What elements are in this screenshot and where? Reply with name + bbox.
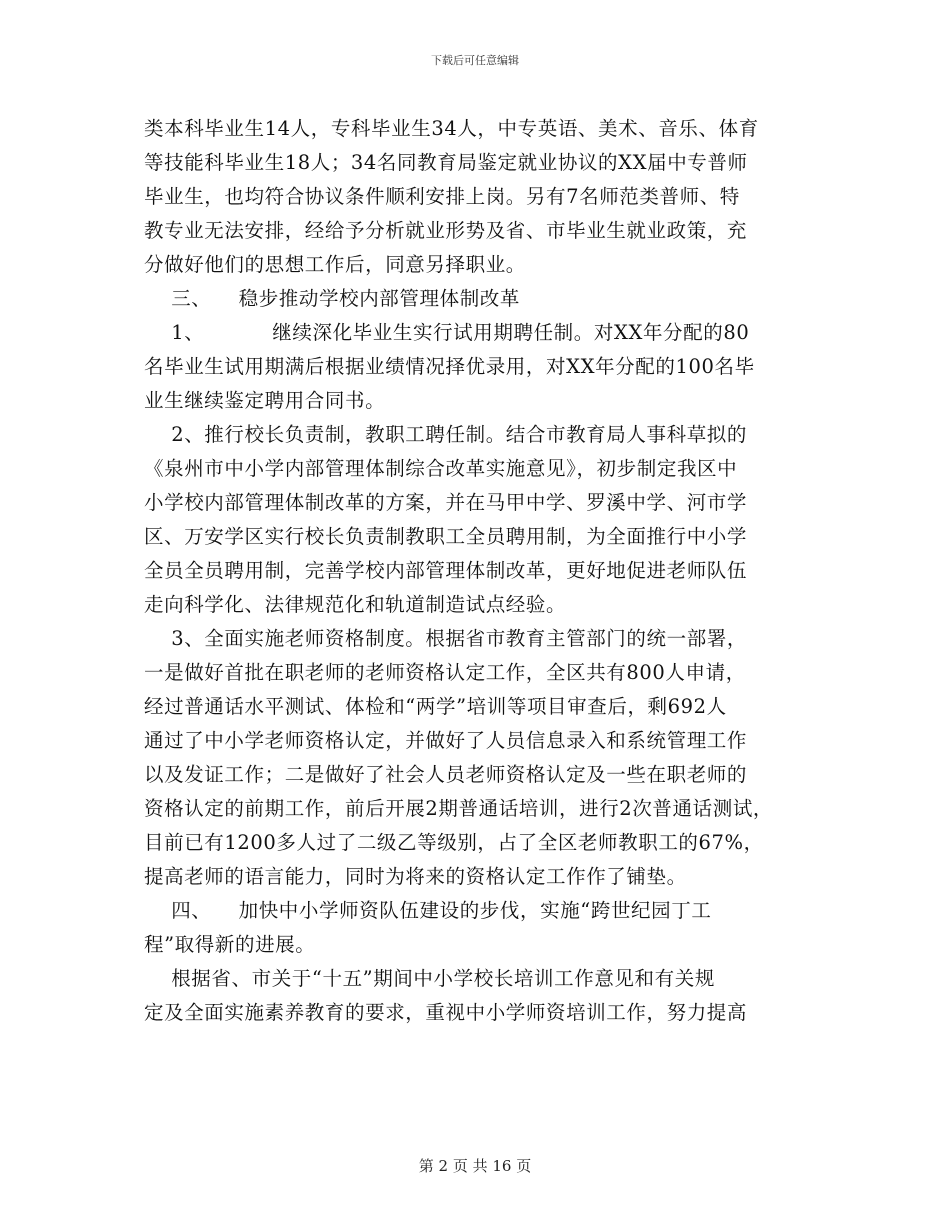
text-line: 经过普通话水平测试、体检和“两学”培训等项目审查后，剩692人 [144,695,727,718]
text-line: 根据省、市关于“十五”期间中小学校长培训工作意见和有关规 [144,967,715,990]
text-line: 1、 继续深化毕业生实行试用期聘任制。对XX年分配的80 [144,321,750,344]
section-heading: 程”取得新的进展。 [144,933,316,956]
text-line: 目前已有1200多人过了二级乙等级别，占了全区老师教职工的67%， [144,831,764,854]
text-line: 资格认定的前期工作，前后开展2期普通话培训，进行2次普通话测试， [144,797,774,820]
text-line: 小学校内部管理体制改革的方案，并在马甲中学、罗溪中学、河市学 [144,491,748,514]
text-line: 教专业无法安排，经给予分析就业形势及省、市毕业生就业政策，充 [144,219,748,242]
text-line: 等技能科毕业生18人；34名同教育局鉴定就业协议的XX届中专普师 [144,151,748,174]
text-line: 名毕业生试用期满后根据业绩情况择优录用，对XX年分配的100名毕 [144,355,755,378]
text-line: 通过了中小学老师资格认定，并做好了人员信息录入和系统管理工作 [144,729,748,752]
text-line: 区、万安学区实行校长负责制教职工全员聘用制，为全面推行中小学 [144,525,748,548]
text-line: 分做好他们的思想工作后，同意另择职业。 [144,253,526,276]
text-line: 业生继续鉴定聘用合同书。 [144,389,386,412]
text-line: 2、推行校长负责制，教职工聘任制。结合市教育局人事科草拟的 [144,423,748,446]
text-line: 毕业生，也均符合协议条件顺利安排上岗。另有7名师范类普师、特 [144,185,740,208]
text-line: 《泉州市中小学内部管理体制综合改革实施意见》，初步制定我区中 [144,457,738,480]
text-line: 定及全面实施素养教育的要求，重视中小学师资培训工作，努力提高 [144,1001,748,1024]
page-header: 下载后可任意编辑 [431,54,519,67]
text-line: 一是做好首批在职老师的老师资格认定工作，全区共有800人申请， [144,661,746,684]
section-heading: 三、 稳步推动学校内部管理体制改革 [144,287,520,310]
text-line: 类本科毕业生14人，专科毕业生34人，中专英语、美术、音乐、体育 [144,117,759,140]
document-body [144,112,824,1030]
text-line: 提高老师的语言能力，同时为将来的资格认定工作作了铺垫。 [144,865,687,888]
text-line: 全员全员聘用制，完善学校内部管理体制改革，更好地促进老师队伍 [144,559,748,582]
text-line: 以及发证工作；二是做好了社会人员老师资格认定及一些在职老师的 [144,763,748,786]
text-line: 走向科学化、法律规范化和轨道制造试点经验。 [144,593,567,616]
page-footer: 第 2 页 共 16 页 [418,1157,532,1175]
section-heading: 四、 加快中小学师资队伍建设的步伐，实施“跨世纪园丁工 [144,899,712,922]
text-line: 3、全面实施老师资格制度。根据省市教育主管部门的统一部署， [144,627,748,650]
